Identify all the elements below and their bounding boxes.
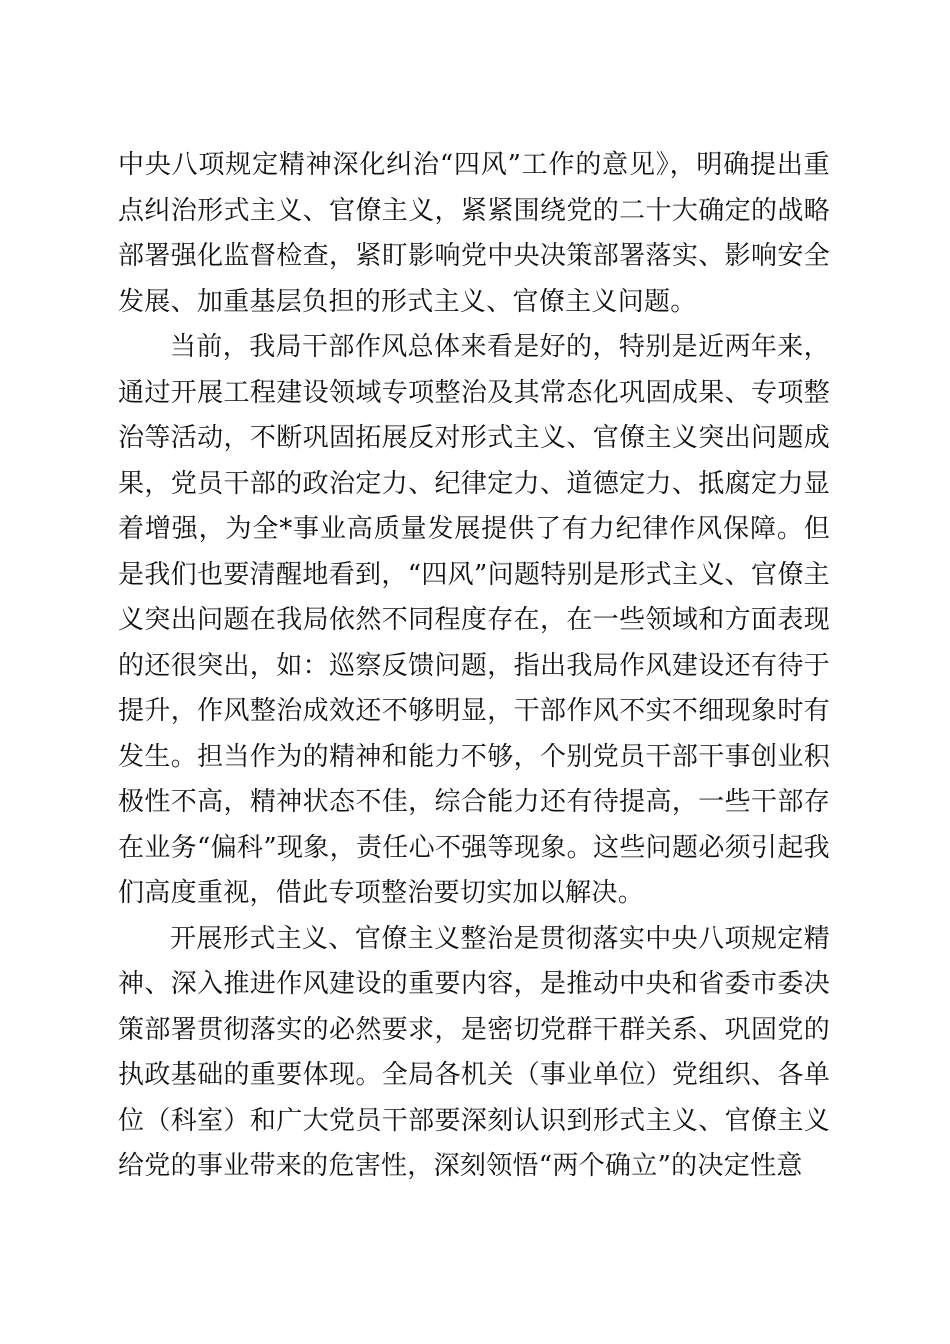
paragraph-2: 当前，我局干部作风总体来看是好的，特别是近两年来，通过开展工程建设领域专项整治及其常态化巩固成果、专项整治等活动，不断巩固拓展反对形式主义、官僚主义突出问题成果，党员干部的政治定力、纪律定力、道德定力、抵腐定力显着增强，为全*事业高质量发展提供了有力纪律作风保障。但是我们也要清醒地看到，“四风”问题特别是形式主义、官僚主义突出问题在我局依然不同程度存在，在一些领域和方面表现的还很突出，如：巡察反馈问题，指出我局作风建设还有待于提升，作风整治成效还不够明显，干部作风不实不细现象时有发生。担当作为的精神和能力不够，个别党员干部干事创业积极性不高，精神状态不佳，综合能力还有待提高，一些干部存在业务“偏科”现象，责任心不强等现象。这些问题必须引起我们高度重视，借此专项整治要切实加以解决。 <box>118 332 830 908</box>
document-body <box>118 143 830 1190</box>
paragraph-1: 中央八项规定精神深化纠治“四风”工作的意见》，明确提出重点纠治形式主义、官僚主义，紧紧围绕党的二十大确定的战略部署强化监督检查，紧盯影响党中央决策部署落实、影响安全发展、加重基层负担的形式主义、官僚主义问题。 <box>118 150 830 317</box>
paragraph-3: 开展形式主义、官僚主义整治是贯彻落实中央八项规定精神、深入推进作风建设的重要内容，是推动中央和省委市委决策部署贯彻落实的必然要求，是密切党群干群关系、巩固党的执政基础的重要体现。全局各机关（事业单位）党组织、各单位（科室）和广大党员干部要深刻认识到形式主义、官僚主义给党的事业带来的危害性，深刻领悟“两个确立”的决定性意 <box>118 923 830 1181</box>
